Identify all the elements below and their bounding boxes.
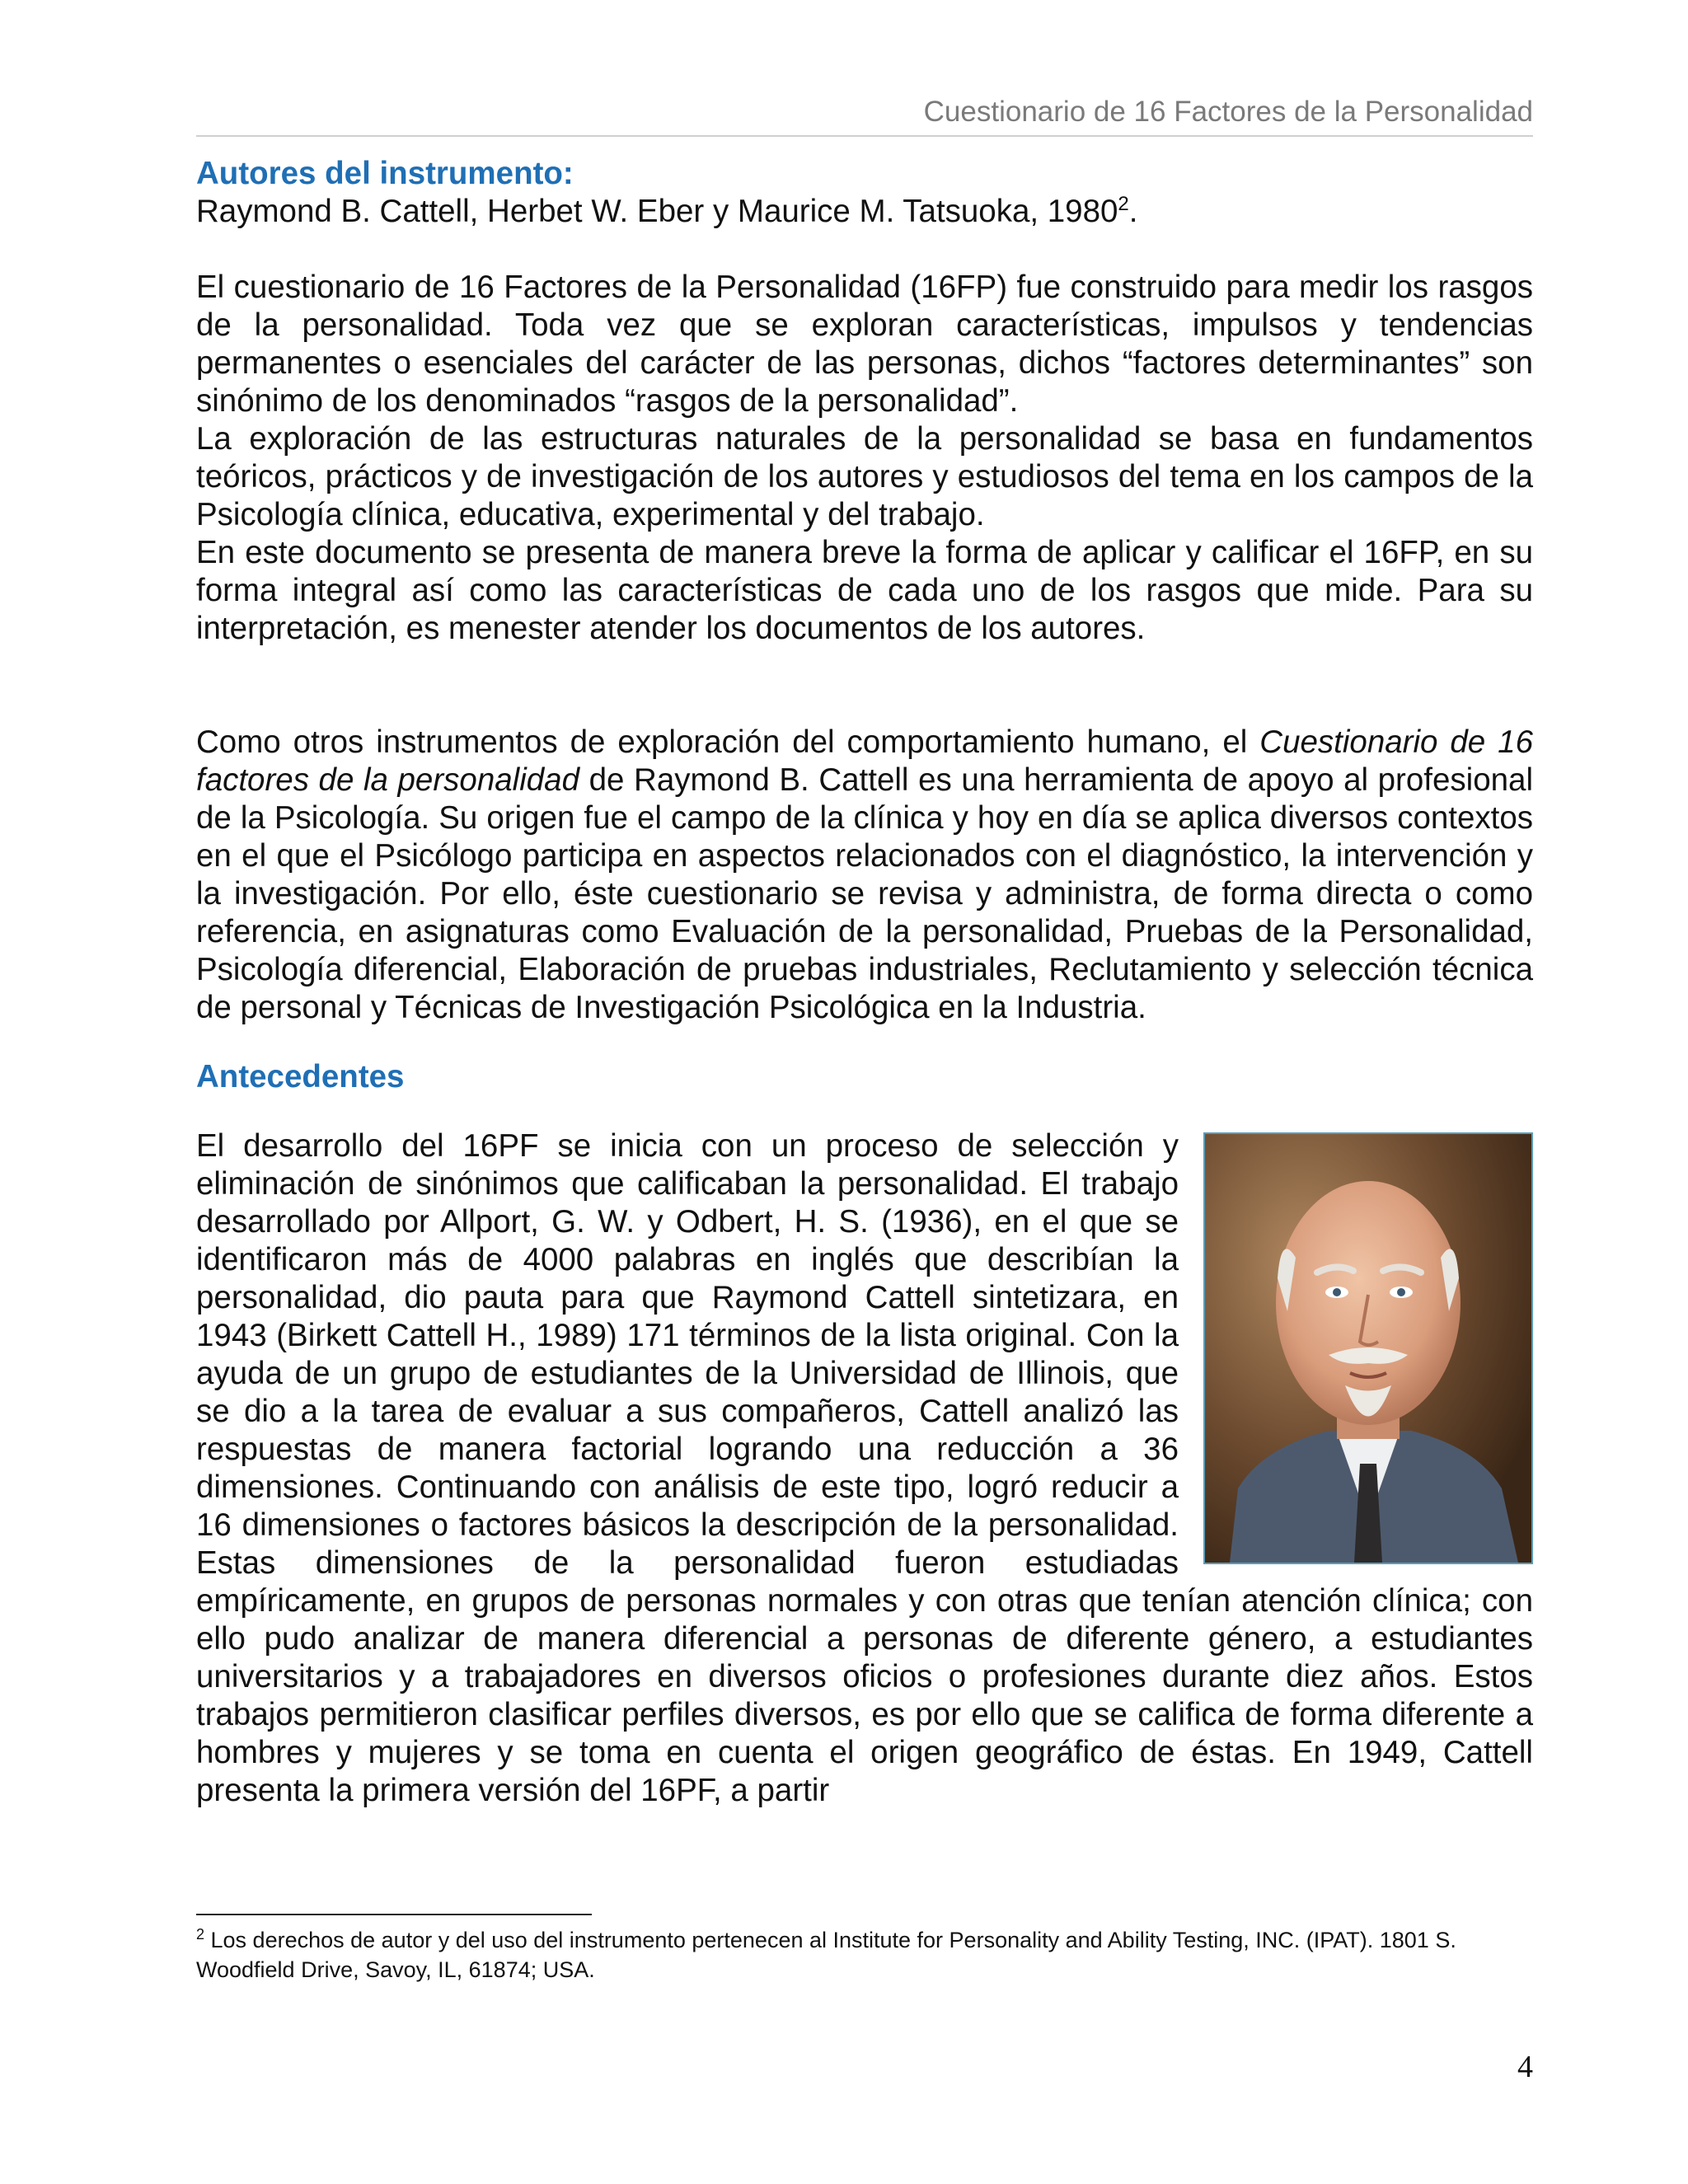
intro-paragraph-1: El cuestionario de 16 Factores de la Personalidad (16FP) fue construido para medir los rasgos de la personalidad. Toda vez que se exploran características, impulsos y tendencias permanentes o esenciales del carácter de las personas, dichos “factores determinantes” son sinónimo de los denominados “rasgos de la personalidad”. [196,269,1533,419]
portrait-illustration [1205,1134,1531,1563]
page-number: 4 [1517,2050,1533,2084]
running-header: Cuestionario de 16 Factores de la Personalidad [196,96,1533,137]
context-title-italic: Cuestionario de 16 factores de la personalidad [196,724,1533,798]
authors-line [196,193,1533,231]
authors-names: Raymond B. Cattell, Herbet W. Eber y Maurice M. Tatsuoka, 1980 [196,194,1118,229]
context-text-1: Como otros instrumentos de exploración del comportamiento humano, el [196,724,1260,760]
footnote-text: Los derechos de autor y del uso del instrumento pertenecen al Institute for Personality and Ability Testing, INC. (IPAT). 1801 S. Woodfield Drive, Savoy, IL, 61874; USA. [196,1928,1456,1982]
footnote-separator [196,1914,592,1915]
intro-paragraph-3: En este documento se presenta de manera breve la forma de aplicar y calificar el 16FP, en su forma integral así como las características de cada uno de los rasgos que mide. Para su interpretación, es menester atender los documentos de los autores. [196,535,1533,646]
authors-line-end: . [1128,194,1138,229]
authors-heading: Autores del instrumento: [196,156,574,191]
context-paragraph [196,724,1533,1027]
footnote [196,1925,1533,1985]
portrait-photo [1203,1132,1533,1564]
context-text-2: de Raymond B. Cattell es una herramienta de apoyo al profesional de la Psicología. Su origen fue el campo de la clínica y hoy en día se aplica diversos contextos en el que el Psicólogo participa en aspectos relacionados con el diagnóstico, la intervención y la investigación. Por ello, éste cuestionario se revisa y administra, de forma directa o como referencia, en asignaturas como Evaluación de la personalidad, Pruebas de la Personalidad, Psicología diferencial, Elaboración de pruebas industriales, Reclutamiento y selección técnica de personal y Técnicas de Investigación Psicológica en la Industria. [196,762,1533,1025]
intro-paragraph-2: La exploración de las estructuras naturales de la personalidad se basa en fundamentos teóricos, prácticos y de investigación de los autores y estudiosos del tema en los campos de la Psicología clínica, educativa, experimental y del trabajo. [196,421,1533,532]
footnote-reference: 2 [1118,193,1129,216]
page-body [196,155,1533,1810]
antecedentes-heading: Antecedentes [196,1059,405,1094]
footnote-marker: 2 [196,1926,205,1943]
antecedentes-paragraph: El desarrollo del 16PF se inicia con un proceso de selección y eliminación de sinónimos que calificaban la personalidad. El trabajo desarrollado por Allport, G. W. y Odbert, H. S. (1936), en el que se identificaron más de 4000 palabras en inglés que describían la personalidad, dio pauta para que Raymond Cattell sintetizara, en 1943 (Birkett Cattell H., 1989) 171 términos de la lista original. Con la ayuda de un grupo de estudiantes de la Universidad de Illinois, que se dio a la tarea de evaluar a sus compañeros, Cattell analizó las respuestas de manera factorial logrando una reducción a 36 dimensiones. Continuando con análisis de este tipo, logró reducir a 16 dimensiones o factores básicos la descripción de la personalidad. Estas dimensiones de la personalidad fueron estudiadas empíricamente, en grupos de personas normales y con otras que tenían atención clínica; con ello pudo analizar de manera diferencial a personas de diferente género, a estudiantes universitarios y a trabajadores en diversos oficios o profesiones durante diez años. Estos trabajos permitieron clasificar perfiles diversos, es por ello que se califica de forma diferente a hombres y mujeres y se toma en cuenta el origen geográfico de éstas. En 1949, Cattell presenta la primera versión del 16PF, a partir [196,1128,1533,1808]
